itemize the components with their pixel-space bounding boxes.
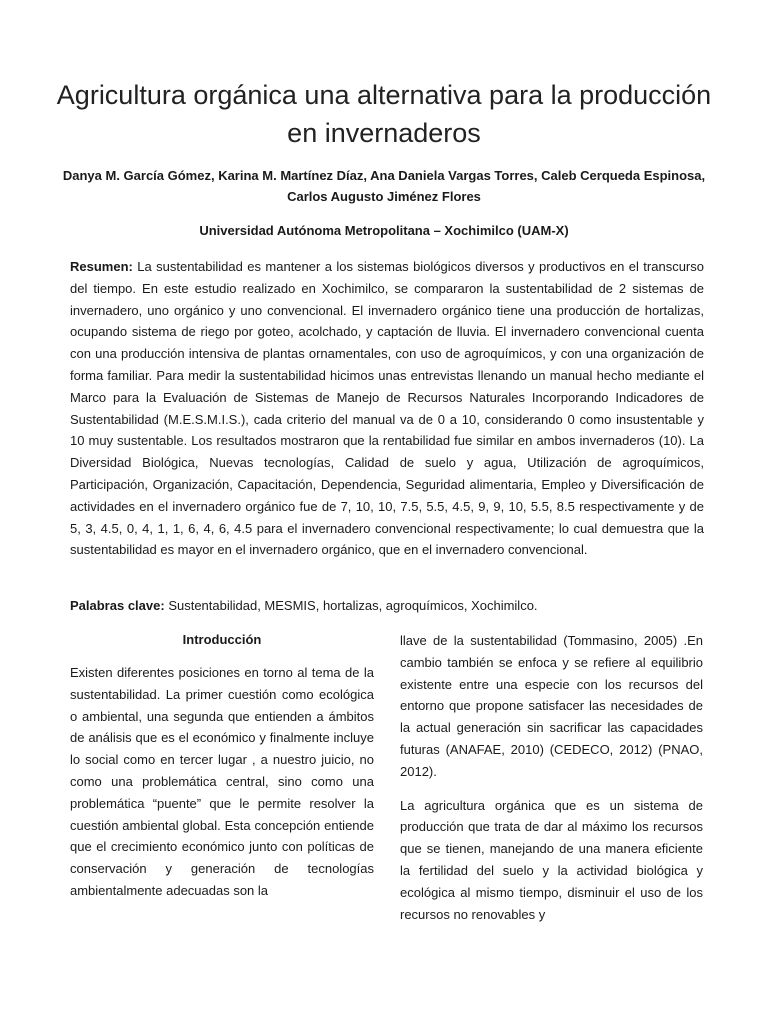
keywords-text: Sustentabilidad, MESMIS, hortalizas, agroquímicos, Xochimilco.	[168, 598, 538, 613]
affiliation: Universidad Autónoma Metropolitana – Xochimilco (UAM-X)	[199, 223, 569, 238]
keywords	[70, 596, 704, 616]
keywords-label: Palabras clave:	[70, 598, 165, 613]
abstract-label: Resumen:	[70, 259, 133, 274]
right-column	[400, 630, 703, 925]
intro-heading: Introducción	[182, 632, 262, 647]
page-title: Agricultura orgánica una alternativa para la producción en invernaderos	[56, 80, 712, 148]
abstract	[70, 256, 704, 561]
intro-paragraph: Existen diferentes posiciones en torno al tema de la sustentabilidad. La primer cuestión como ecológica o ambiental, una segunda que entienden a ámbitos de análisis que es el económico y finalmente incluye lo social como en tercer lugar , a nuestro juicio, no como una problemática central, sino como una problemática “puente” que le permite resolver la cuestión ambiental global. Esta concepción entiende que el crecimiento económico junto con políticas de conservación y generación de tecnologías ambientalmente adecuadas son la	[70, 665, 374, 898]
organic-agriculture-paragraph: La agricultura orgánica que es un sistema de producción que trata de dar al máximo los recursos que se tienen, manejando de una manera eficiente la fertilidad del suelo y la actividad biológica y ecológica al mismo tiempo, disminuir el uso de los recursos no renovables y	[400, 797, 703, 922]
abstract-text: La sustentabilidad es mantener a los sistemas biológicos diversos y productivos en el transcurso del tiempo. En este estudio realizado en Xochimilco, se compararon la sustentabilidad de 2 sistemas de invernadero, uno orgánico y uno convencional. El invernadero orgánico tiene una producción de hortalizas, ocupando sistema de riego por goteo, acolchado, y captación de lluvia. El invernadero convencional cuenta con una producción intensiva de plantas ornamentales, con uso de agroquímicos, y con una organización de forma familiar. Para medir la sustentabilidad hicimos unas entrevistas llenando un manual hecho mediante el Marco para la Evaluación de Sistemas de Manejo de Recursos Naturales Incorporando Indicadores de Sustentabilidad (M.E.S.M.I.S.), cada criterio del manual va de 0 a 10, considerando 0 como insustentable y 10 muy sustentable. Los resultados mostraron que la rentabilidad fue similar en ambos invernaderos (10). La Diversidad Biológica, Nuevas tecnologías, Calidad de suelo y agua, Utilización de agroquímicos, Participación, Organización, Capacitación, Dependencia, Seguridad alimentaria, Empleo y Diversificación de actividades en el invernadero orgánico fue de 7, 10, 10, 7.5, 5.5, 4.5, 9, 9, 10, 5.5, 8.5 respectivamente y de 5, 3, 4.5, 0, 4, 1, 1, 6, 4, 6, 4.5 para el invernadero convencional respectivamente; lo cual demuestra que la sustentabilidad es mayor en el invernadero orgánico, que en el invernadero convencional.	[70, 259, 704, 558]
author-list: Danya M. García Gómez, Karina M. Martínez Díaz, Ana Daniela Vargas Torres, Caleb Cerqueda Espinosa, Carlos Augusto Jiménez Flores	[62, 168, 706, 204]
left-column	[70, 630, 374, 902]
intro-paragraph-continued: llave de la sustentabilidad (Tommasino, 2005) .En cambio también se enfoca y se refiere al equilibrio existente entre una especie con los recursos del entorno que propone satisfacer las necesidades de la actual generación sin sacrificar las capacidades futuras (ANAFAE, 2010) (CEDECO, 2012) (PNAO, 2012).	[400, 633, 703, 779]
